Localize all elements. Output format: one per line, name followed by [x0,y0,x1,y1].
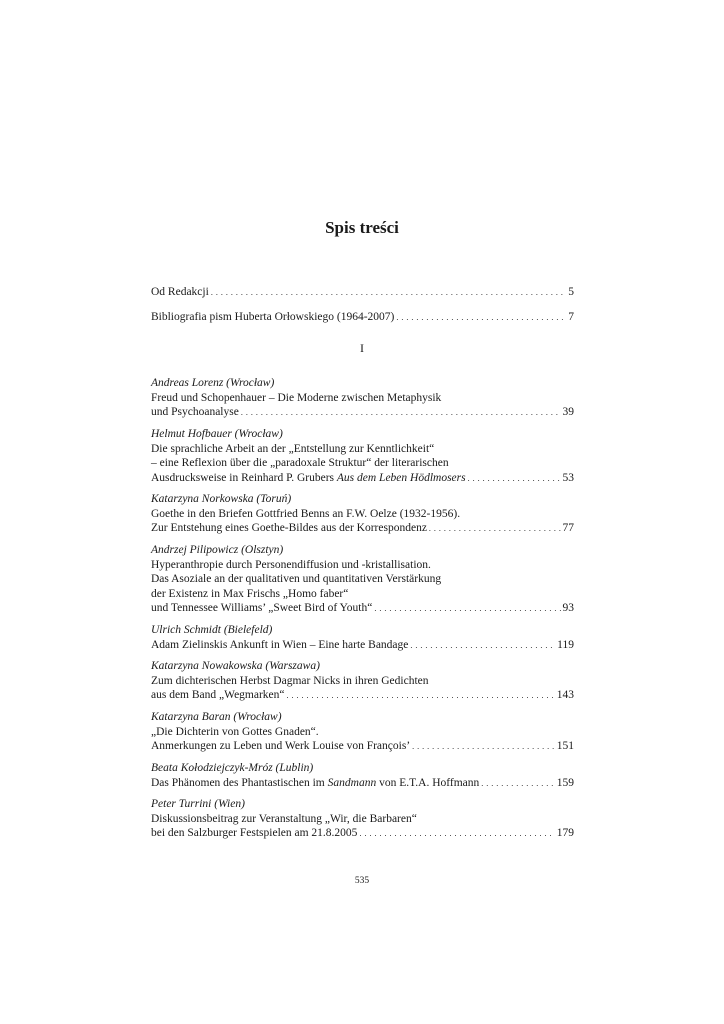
title-last-line [151,521,574,537]
leader-dots [412,739,555,755]
title-last-line [151,688,574,704]
title-line: Freud und Schopenhauer – Die Moderne zwischen Metaphysik [151,391,442,404]
toc-front-matter [151,284,574,326]
title-line [151,776,479,791]
leader-dots [287,688,555,704]
toc-entry[interactable] [151,797,574,842]
title-text: von E.T.A. Hoffmann [376,776,480,789]
toc-entry[interactable] [151,376,574,421]
author: Katarzyna Nowakowska (Warszawa) [151,660,320,672]
title-last-line [151,776,574,792]
title-line: Die sprachliche Arbeit an der „Entstellung zur Kenntlichkeit“ [151,442,435,455]
author: Andrzej Pilipowicz (Olsztyn) [151,544,284,556]
toc-page-number: 77 [562,522,574,535]
title-last-line [151,405,574,421]
section-numeral: I [360,341,364,355]
title-text: Ausdrucksweise in Reinhard P. Grubers [151,471,337,484]
leader-dots [481,776,554,792]
title-line: Das Asoziale an der qualitativen und quantitativen Verstärkung [151,573,442,586]
title-line: der Existenz in Max Frischs „Homo faber“ [151,587,349,600]
title-line: – eine Reflexion über die „paradoxale Struktur“ der literarischen [151,457,449,470]
leader-dots [410,638,555,654]
author: Katarzyna Baran (Wrocław) [151,711,282,723]
toc-page-number: 179 [556,827,574,840]
title-line: Adam Zielinskis Ankunft in Wien – Eine harte Bandage [151,638,409,651]
toc-entry[interactable] [151,427,574,486]
title-text: Das Phänomen des Phantastischen im [151,776,328,789]
title-line: und Tennessee Williams’ „Sweet Bird of Youth“ [151,602,373,615]
title-line: „Die Dichterin von Gottes Gnaden“. [151,725,319,738]
toc-entry[interactable] [151,710,574,755]
author: Ulrich Schmidt (Bielefeld) [151,624,273,636]
page-number: 535 [354,876,370,886]
toc-page-number: 119 [557,638,574,651]
title-italic: Sandmann [327,776,377,789]
title-line: Diskussionsbeitrag zur Veranstaltung „Wir, die Barbaren“ [151,812,417,825]
leader-dots [396,309,566,326]
author: Andreas Lorenz (Wrocław) [151,377,275,389]
leader-dots [429,521,561,537]
leader-dots [241,405,561,421]
toc-page-number: 39 [562,406,574,419]
toc-page-number: 53 [562,471,574,484]
title-line: Goethe in den Briefen Gottfried Benns an F.W. Oelze (1932-1956). [151,507,461,520]
title-last-line [151,739,574,755]
title-line: Zur Entstehung eines Goethe-Bildes aus der Korrespondenz [151,522,427,535]
toc-page-number: 5 [568,286,574,298]
toc-page-number: 151 [556,740,574,753]
title-line: und Psychoanalyse [151,406,239,419]
toc-page-number: 143 [556,689,574,702]
page-title: Spis treści [325,218,399,237]
title-line [151,471,466,486]
title-italic: Aus dem Leben Hödlmosers [336,471,466,484]
leader-dots [211,284,566,301]
toc-entry[interactable] [151,761,574,791]
toc-entry[interactable] [151,543,574,617]
author: Helmut Hofbauer (Wrocław) [151,428,283,440]
title-last-line [151,601,574,617]
toc-page-number: 93 [562,602,574,615]
title-line: Anmerkungen zu Leben und Werk Louise von François’ [151,740,411,753]
toc-entry-title: Bibliografia pism Huberta Orłowskiego (1964-2007) [151,311,395,323]
title-line: Hyperanthropie durch Personendiffusion und -kristallisation. [151,558,431,571]
leader-dots [359,826,554,842]
title-last-line [151,471,574,487]
title-line: bei den Salzburger Festspielen am 21.8.2005 [151,827,358,840]
leader-dots [374,601,560,617]
toc-line[interactable] [151,309,574,326]
toc-entry[interactable] [151,659,574,704]
toc-page-number: 7 [568,311,574,323]
title-last-line [151,826,574,842]
toc-entry[interactable] [151,623,574,653]
title-line: aus dem Band „Wegmarken“ [151,689,285,702]
toc-entry[interactable] [151,492,574,537]
toc-line[interactable] [151,284,574,301]
toc-page-number: 159 [556,776,574,789]
leader-dots [468,471,561,487]
title-line: Zum dichterischen Herbst Dagmar Nicks in ihren Gedichten [151,674,429,687]
author: Peter Turrini (Wien) [151,798,245,810]
author: Katarzyna Norkowska (Toruń) [151,493,292,505]
toc-entry-title: Od Redakcji [151,286,209,298]
title-last-line [151,638,574,654]
author: Beata Kołodziejczyk-Mróz (Lublin) [151,762,314,774]
